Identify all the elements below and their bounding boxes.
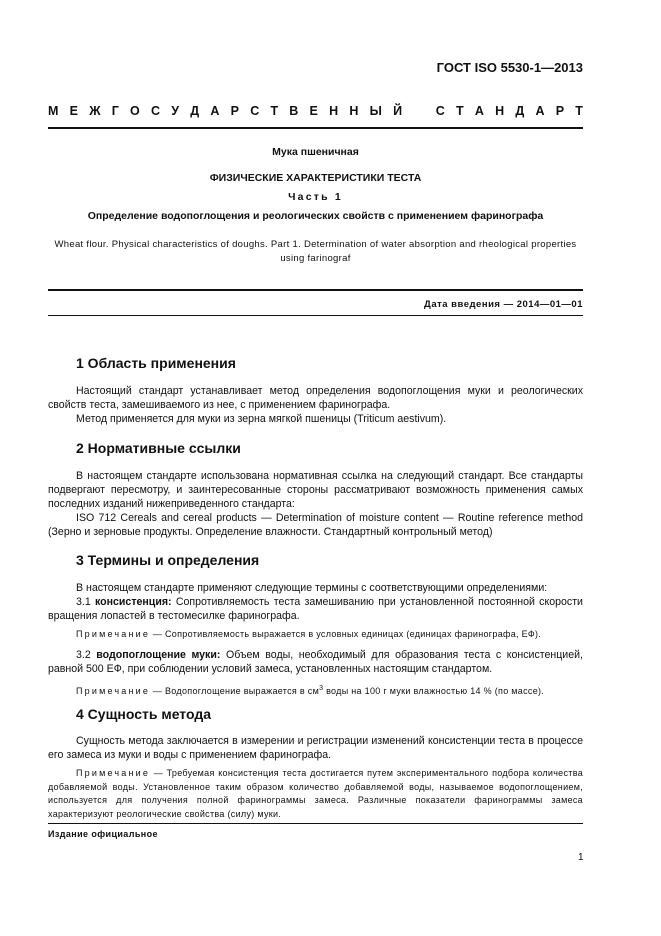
banner-letter: С xyxy=(435,104,445,118)
document-title: ФИЗИЧЕСКИЕ ХАРАКТЕРИСТИКИ ТЕСТА xyxy=(209,172,422,184)
section-1-paragraph-1: Настоящий стандарт устанавливает метод определения водопоглощения муки и реологических свойств теста, замешиваемого из нее, с применением фаринографа. xyxy=(48,385,583,411)
banner-letter: О xyxy=(130,104,140,118)
section-2-heading: 2 Нормативные ссылки xyxy=(76,440,241,456)
term-3-1-term: консистенция: xyxy=(95,596,172,608)
banner-letter: В xyxy=(289,104,299,118)
english-title-line-2: using farinograf xyxy=(280,253,351,264)
section-4-heading: 4 Сущность метода xyxy=(76,706,212,722)
note-4-text: — Требуемая консистенция теста достигается путем экспериментального подбора количества добавляемой воды. Установленное таким образом количество добавляемой воды, называемое водопоглощением, используется для получения полной фаринограммы замеса. Различные показатели фаринограммы замеса характеризуют реологические свойства (силу) муки. xyxy=(48,768,583,819)
banner-letter: Р xyxy=(555,104,565,118)
section-3-paragraph-1: В настоящем стандарте применяют следующие термины с соответствующими определениями: xyxy=(76,582,548,594)
term-3-1-definition: Сопротивляемость теста замешиванию при установленной постоянной скорости вращения лопастей в тестомесилке фаринографа. xyxy=(48,596,583,622)
banner-letter: Н xyxy=(495,104,505,118)
note-label: Примечание xyxy=(76,629,151,639)
part-title: Определение водопоглощения и реологических свойств с применением фаринографа xyxy=(87,210,544,222)
banner-letter: Т xyxy=(575,104,583,118)
banner-letter: С xyxy=(250,104,260,118)
banner-letter: Е xyxy=(309,104,318,118)
section-2-paragraph-1: В настоящем стандарте использована нормативная ссылка на следующий стандарт. Все стандарты подвергают пересмотру, и заинтересованные стороны рассматривают возможность применения самых последних изданий нижеприведенного стандарта: xyxy=(48,470,583,510)
section-2-body xyxy=(48,469,583,539)
english-title xyxy=(48,238,583,266)
banner-letter: Ы xyxy=(369,104,382,118)
note-label: Примечание xyxy=(76,768,151,778)
banner-letter: Ж xyxy=(89,104,101,118)
banner-letter: А xyxy=(210,104,220,118)
english-title-line-1: Wheat flour. Physical characteristics of doughs. Part 1. Determination of water absorption and rheological properties xyxy=(54,239,577,250)
term-3-1-number: 3.1 xyxy=(76,596,91,608)
date-rule xyxy=(48,315,583,316)
section-1-body xyxy=(48,384,583,426)
banner-letter: М xyxy=(48,104,59,118)
note-3-2 xyxy=(48,682,583,699)
footer-rule xyxy=(48,823,583,824)
term-3-1 xyxy=(48,595,583,623)
banner-letter: Н xyxy=(329,104,339,118)
banner-letter: А xyxy=(535,104,545,118)
note-4 xyxy=(48,767,583,821)
subject-title: Мука пшеничная xyxy=(272,146,359,158)
note-3-2-text-b: воды на 100 г муки влажностью 14 % (по массе). xyxy=(323,685,545,696)
banner-letter: У xyxy=(171,104,180,118)
note-3-2-superscript: 3 xyxy=(319,684,324,692)
banner-letter: Г xyxy=(111,104,119,118)
banner-letter: Т xyxy=(455,104,464,118)
title-block-rule xyxy=(48,289,583,291)
note-label: Примечание xyxy=(76,685,151,696)
term-3-2-number: 3.2 xyxy=(76,648,91,661)
banner-letter: Д xyxy=(515,104,525,118)
note-3-1 xyxy=(48,628,583,642)
section-2-reference: ISO 712 Cereals and cereal products — Determination of moisture content — Routine reference method (Зерно и зерновые продукты. Определение влажности. Стандартный контрольный метод) xyxy=(48,512,583,538)
banner-letter: Т xyxy=(270,104,279,118)
part-number: Часть 1 xyxy=(288,191,343,203)
note-3-2-text-a: — Водопоглощение выражается в см xyxy=(152,685,320,696)
note-3-1-text: — Сопротивляемость выражается в условных единицах (единицах фаринографа, ЕФ). xyxy=(152,629,542,639)
document-code: ГОСТ ISO 5530-1—2013 xyxy=(436,60,583,75)
section-4-body xyxy=(48,734,583,821)
banner-letter: Н xyxy=(349,104,359,118)
edition-label: Издание официальное xyxy=(48,829,158,839)
banner-letter: Е xyxy=(69,104,78,118)
section-4-paragraph-1: Сущность метода заключается в измерении и регистрации изменений консистенции теста в процессе его замеса из муки и воды с применением фаринографа. xyxy=(48,735,583,761)
banner-letter: А xyxy=(474,104,484,118)
banner-letter: Й xyxy=(393,104,403,118)
interstate-standard-banner xyxy=(48,104,583,118)
term-3-2 xyxy=(48,648,583,676)
section-3-body xyxy=(48,581,583,698)
banner-letter: Р xyxy=(230,104,239,118)
term-3-2-definition: Объем воды, необходимый для образования теста с консистенцией, равной 500 ЕФ, при соблюдении условий замеса, установленных настоящим стандартом. xyxy=(48,648,583,675)
section-1-heading: 1 Область применения xyxy=(76,355,236,371)
page-number: 1 xyxy=(578,852,584,863)
banner-letter: Д xyxy=(190,104,200,118)
introduction-date: Дата введения — 2014—01—01 xyxy=(424,299,583,310)
banner-letter: С xyxy=(151,104,161,118)
section-1-paragraph-2: Метод применяется для муки из зерна мягкой пшеницы (Triticum aestivum). xyxy=(76,413,447,425)
section-3-heading: 3 Термины и определения xyxy=(76,552,260,568)
header-rule xyxy=(48,127,583,129)
term-3-2-term: водопоглощение муки: xyxy=(96,648,221,661)
